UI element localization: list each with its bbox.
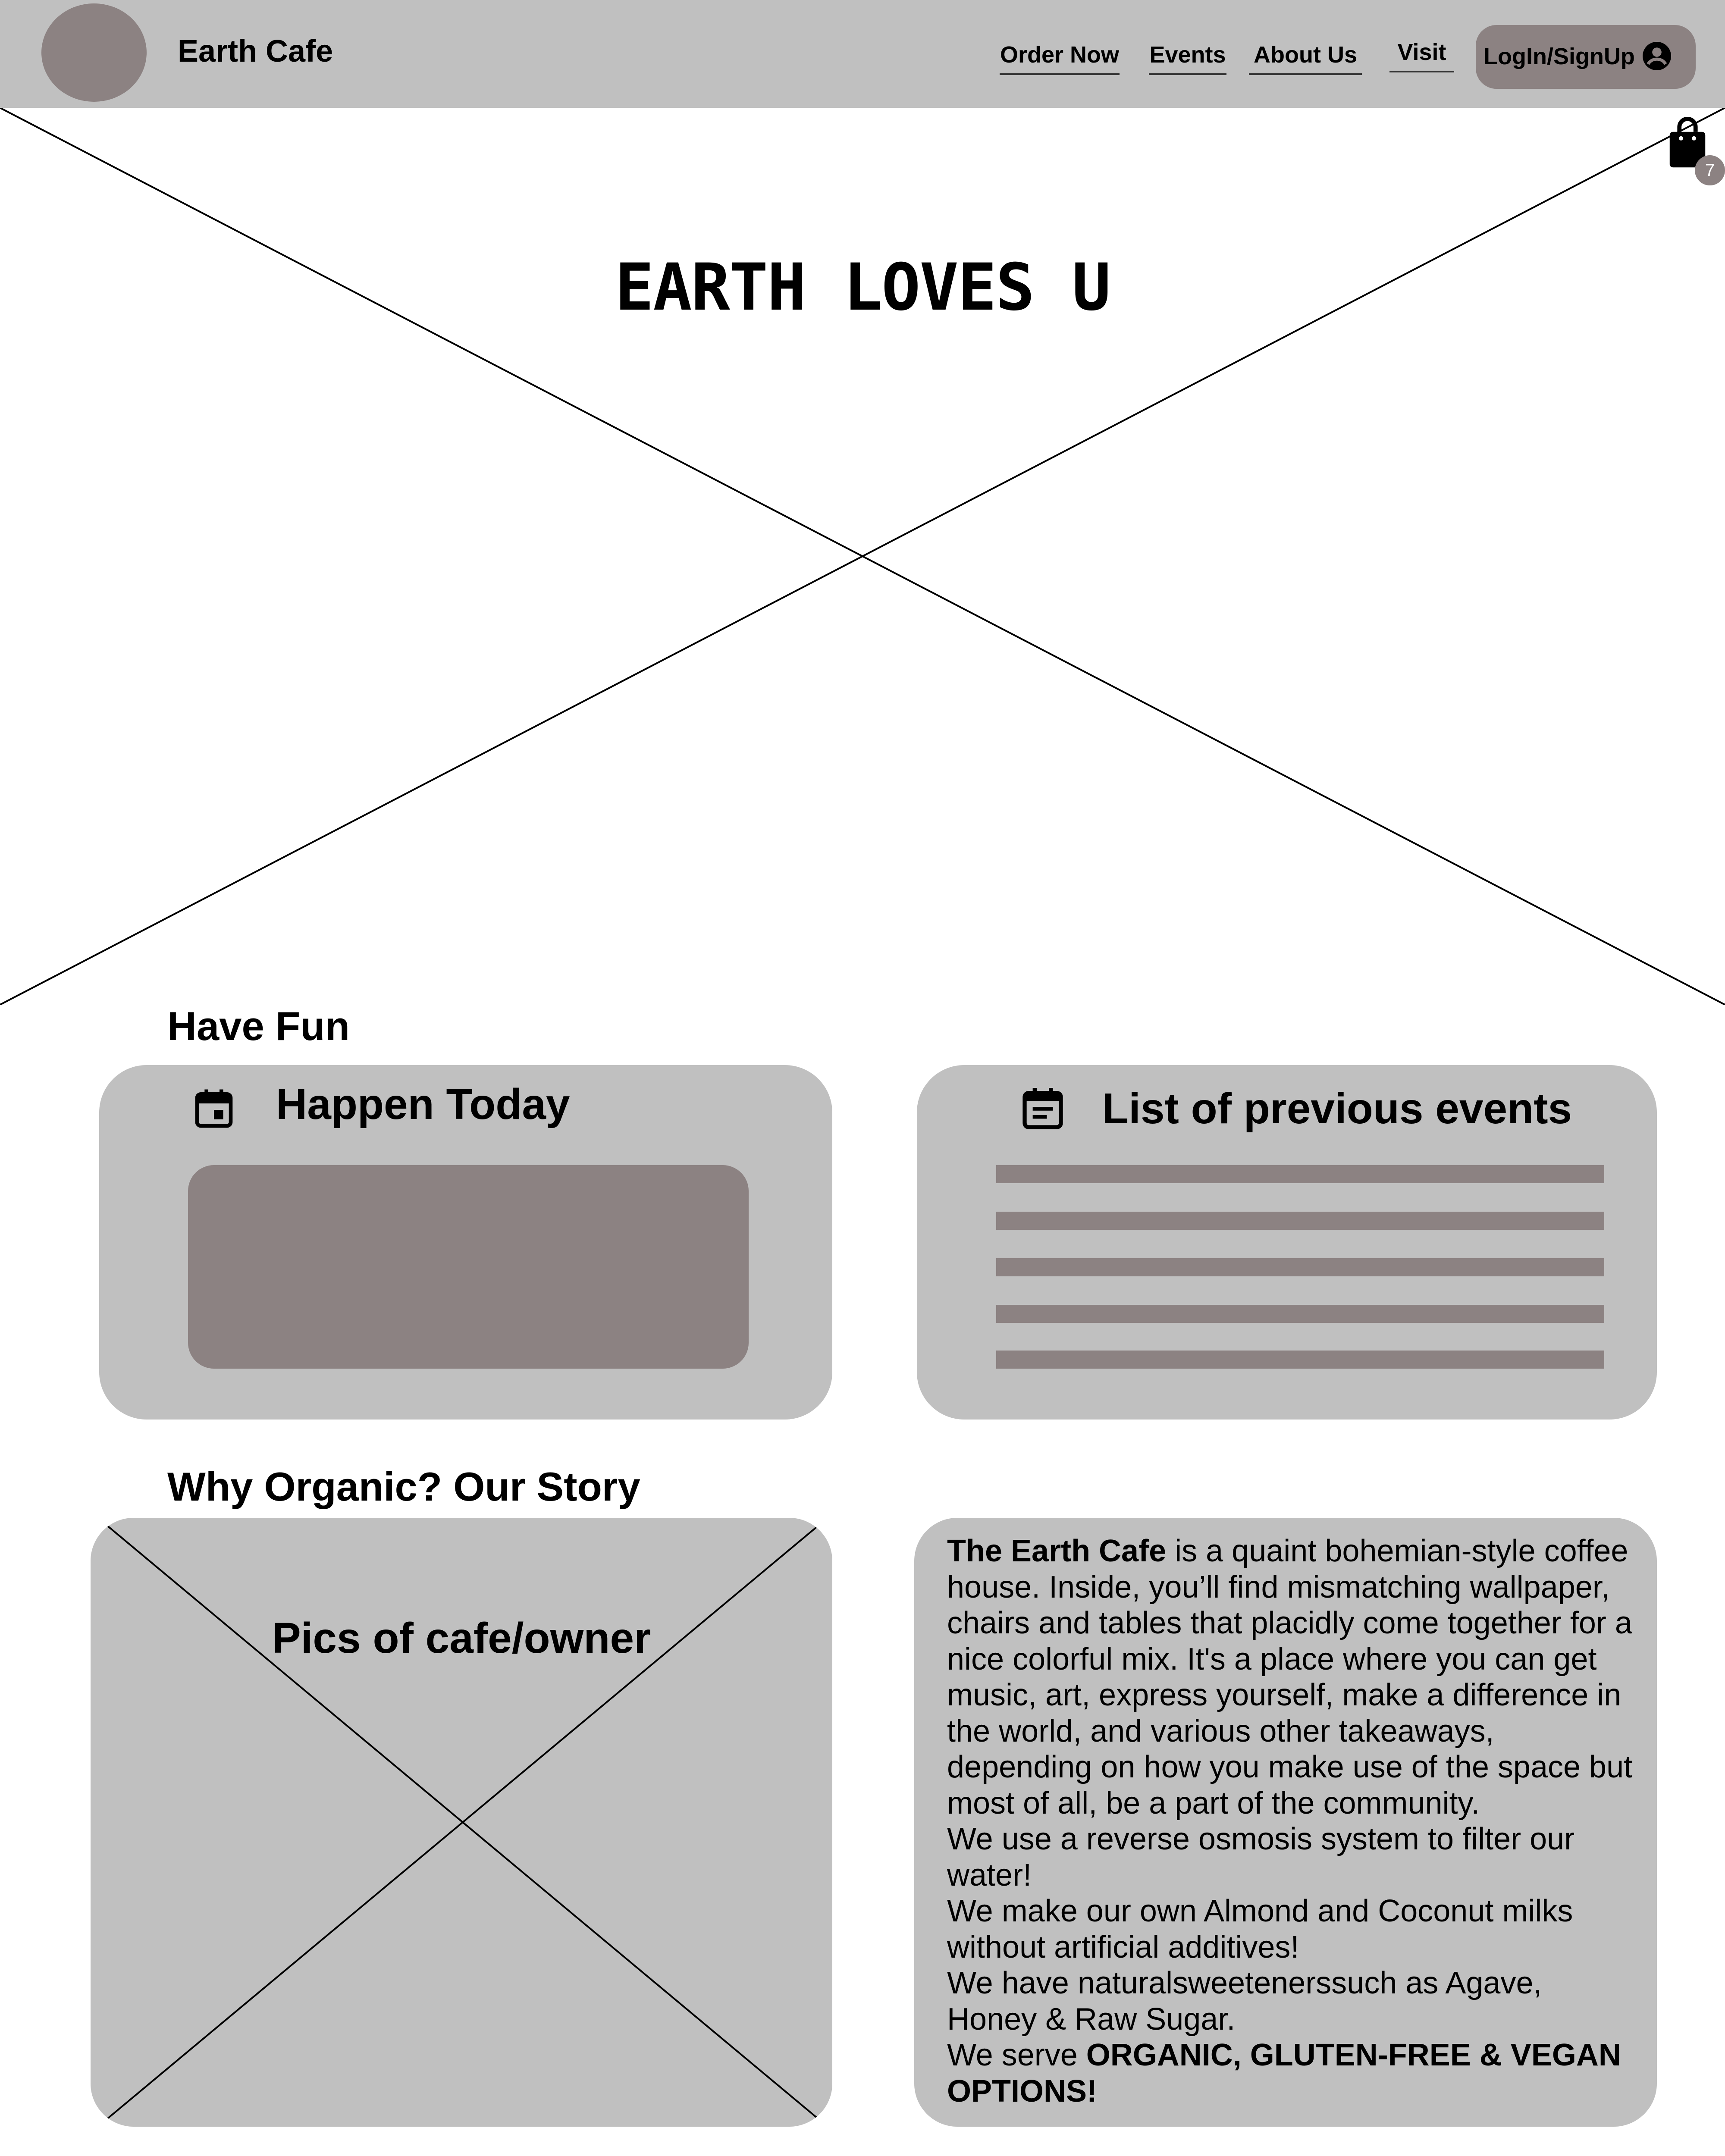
story-text [947,1533,1633,2109]
story-milks: We make our own Almond and Coconut milks without artificial additives! [947,1894,1573,1965]
previous-event-item[interactable] [996,1165,1604,1183]
nav-about-us[interactable]: About Us [1249,41,1362,75]
have-fun-heading: Have Fun [167,1003,350,1049]
cafe-name: The Earth Cafe [947,1534,1167,1568]
nav-order-now[interactable]: Order Now [1000,41,1120,75]
previous-event-item[interactable] [996,1258,1604,1276]
story-serve: We serve ORGANIC, GLUTEN-FREE & VEGAN OPTIONS! [947,2038,1621,2109]
logo[interactable] [41,3,147,102]
story-heading: Why Organic? Our Story [167,1464,640,1509]
image-placeholder-cross [91,1518,832,2127]
calendar-icon [191,1087,236,1131]
account-circle-icon [1641,41,1672,72]
brand-name[interactable]: Earth Cafe [178,34,333,69]
hero-image-placeholder [0,108,1725,1005]
cart-count-badge: 7 [1695,155,1725,185]
previous-event-item[interactable] [996,1212,1604,1230]
story-intro: The Earth Cafe is a quaint bohemian-style coffee house. Inside, you’ll find mismatching wallpaper, chairs and tables that placidly come together for a nice colorful mix. It's a place where you can get music, art, express yourself, make a difference in the world, and various other takeaways, depending on how you make use of the space but most of all, be a part of the community. [947,1534,1633,1821]
previous-event-item[interactable] [996,1351,1604,1369]
cafe-photo-placeholder [91,1518,832,2127]
nav-events[interactable]: Events [1149,41,1226,75]
story-water: We use a reverse osmosis system to filter our water! [947,1822,1575,1893]
login-signup-label: LogIn/SignUp [1484,44,1635,69]
previous-events-title: List of previous events [1102,1084,1572,1133]
event-list-icon [1019,1085,1067,1133]
hero-title: EARTH LOVES U [615,250,1110,325]
today-event-placeholder[interactable] [188,1165,749,1369]
story-sweeteners: We have naturalsweetenerssuch as Agave, Honey & Raw Sugar. [947,1966,1542,2037]
happen-today-title: Happen Today [276,1080,570,1128]
nav-visit[interactable]: Visit [1389,39,1454,72]
previous-event-item[interactable] [996,1305,1604,1323]
cafe-photo-label: Pics of cafe/owner [272,1614,651,1662]
